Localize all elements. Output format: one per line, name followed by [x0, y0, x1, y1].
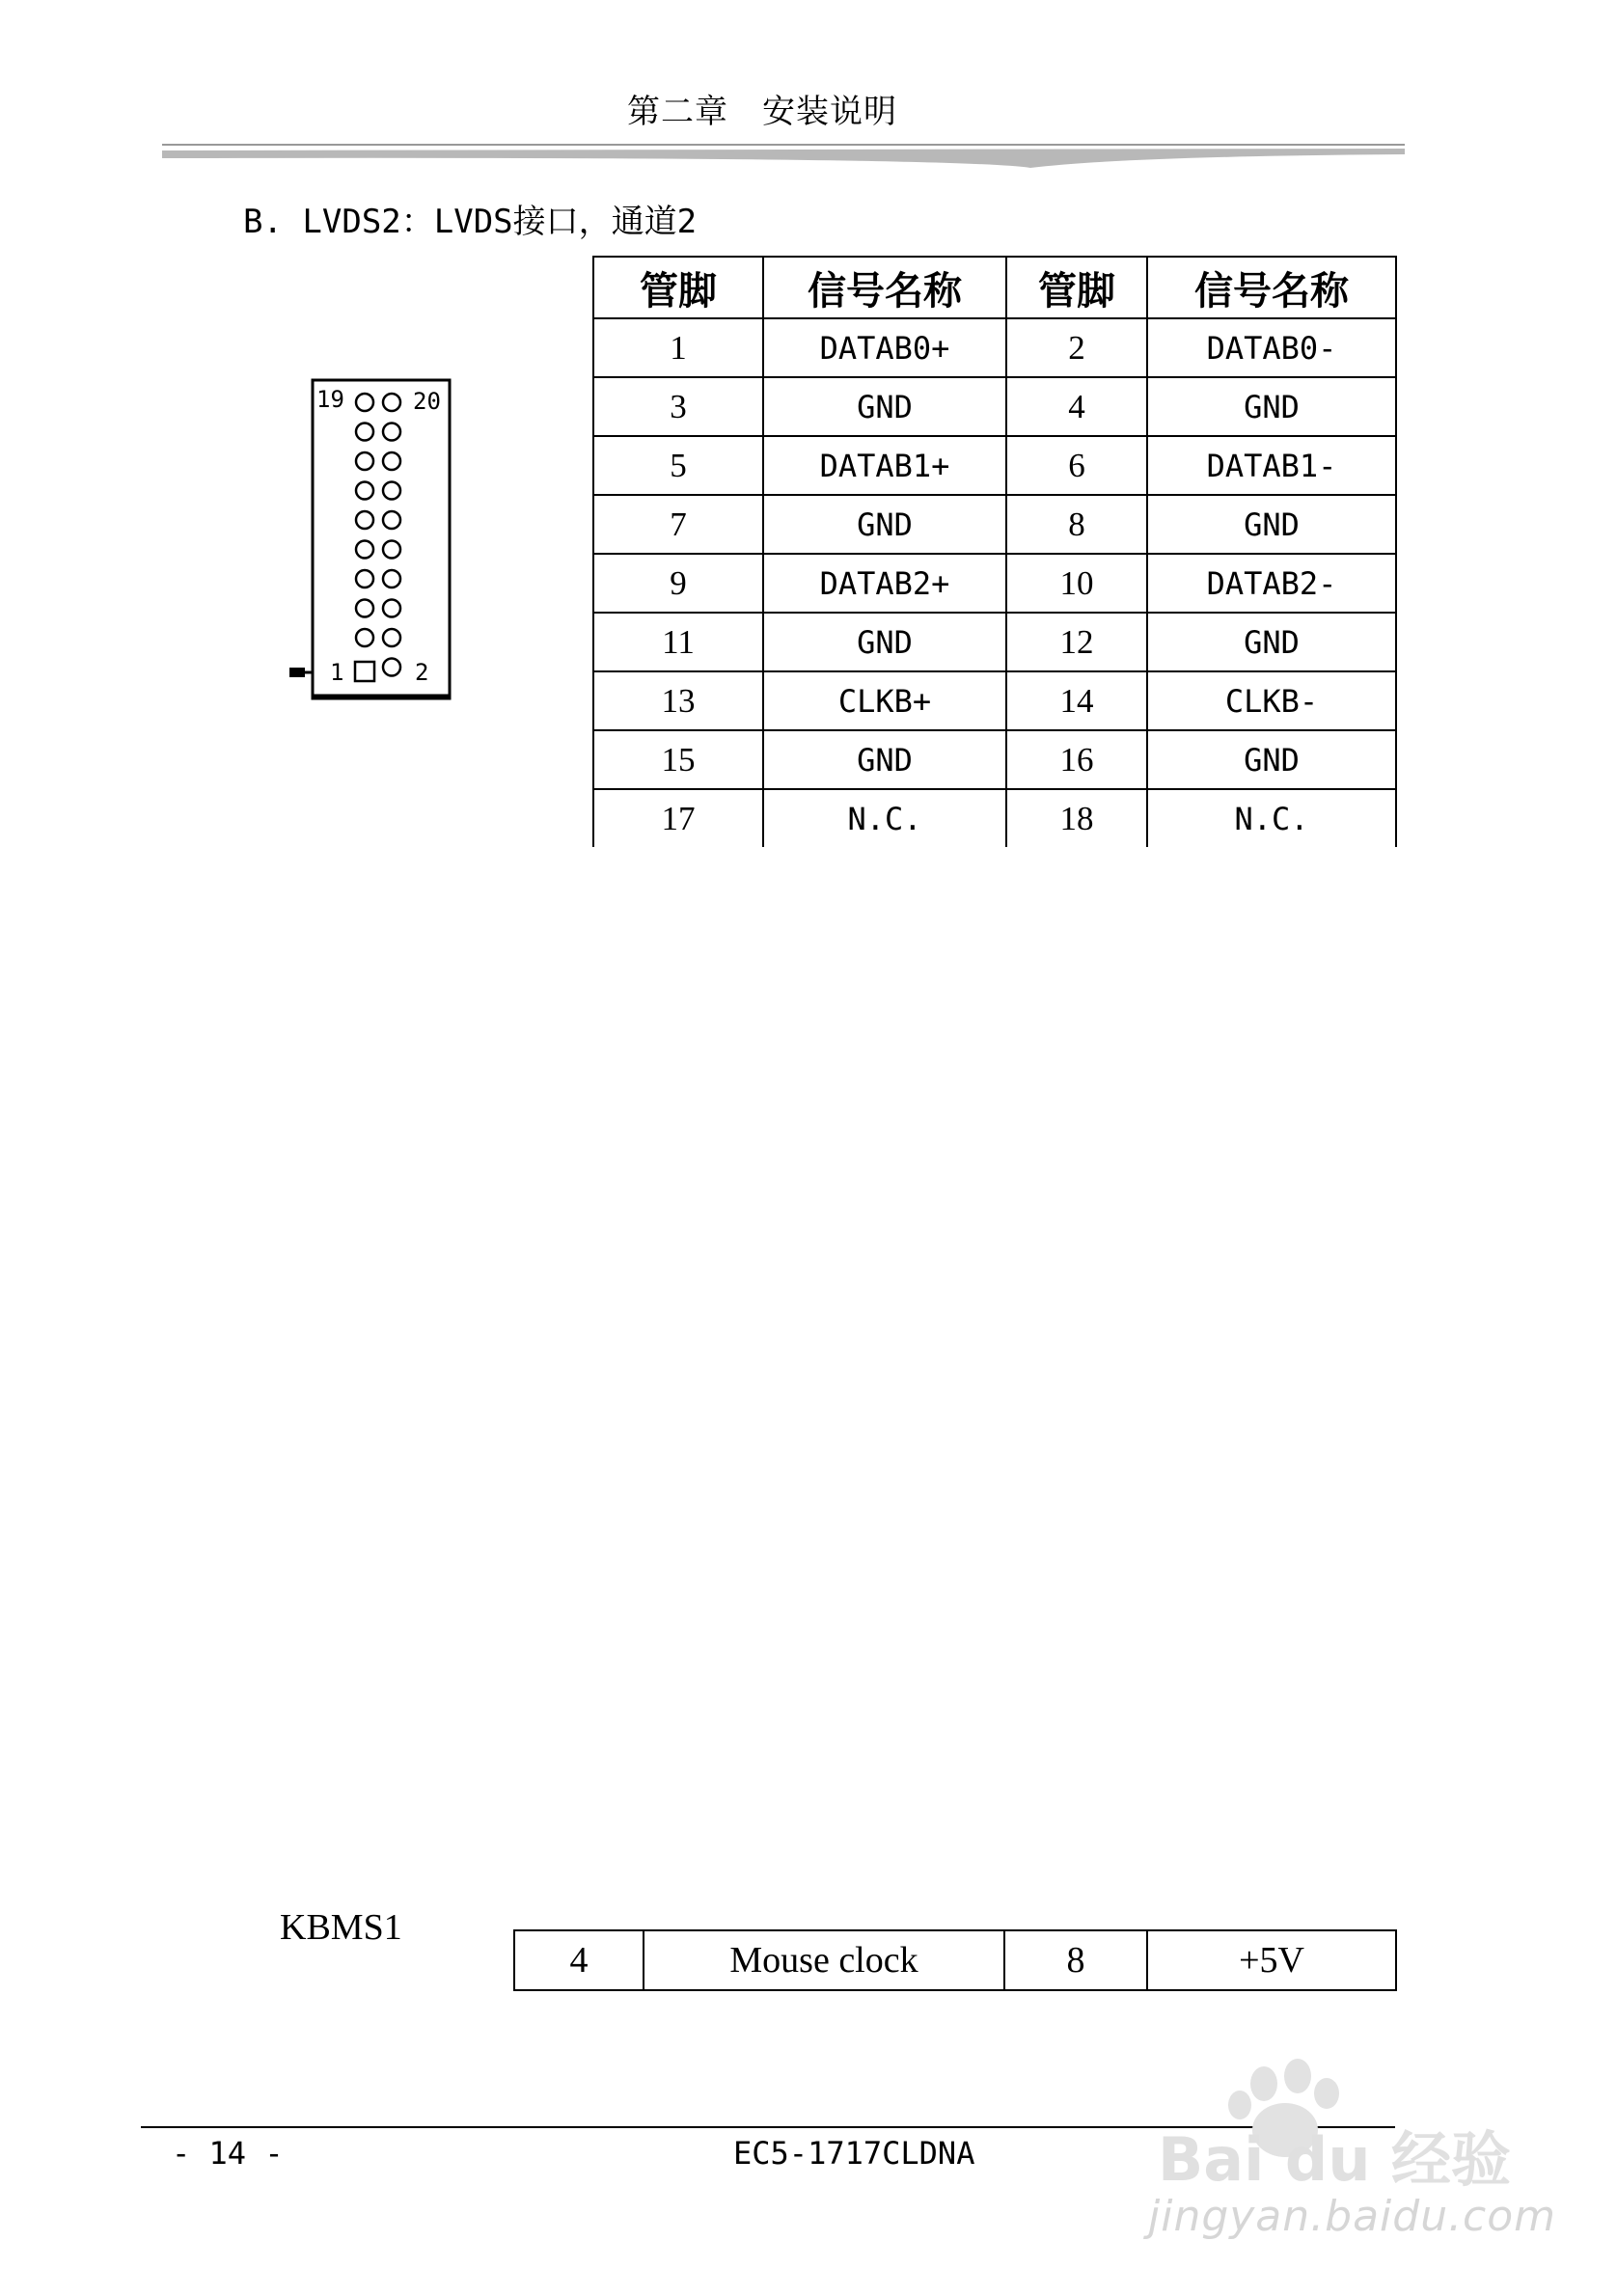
- signal-name: GND: [763, 495, 1006, 554]
- pin-hole: [383, 394, 400, 411]
- pin-hole: [356, 541, 373, 559]
- signal-name: GND: [1147, 613, 1396, 671]
- pin-number: 8: [1004, 1930, 1147, 1990]
- signal-name: +5V: [1147, 1930, 1396, 1990]
- table-row: [593, 789, 1396, 847]
- table-row: [593, 671, 1396, 730]
- kbms1-label: KBMS1: [280, 1907, 402, 1948]
- header-rule: [162, 143, 1405, 172]
- pin-hole: [383, 629, 400, 646]
- signal-name: CLKB+: [763, 671, 1006, 730]
- pin-number: 18: [1006, 789, 1147, 847]
- pin-number: 14: [1006, 671, 1147, 730]
- pin-label-1: 1: [330, 659, 344, 686]
- table-row: [593, 436, 1396, 495]
- pin-hole: [356, 511, 373, 529]
- pin-number: 17: [593, 789, 763, 847]
- section-heading: B. LVDS2：LVDS接口，通道2: [243, 203, 698, 241]
- signal-name: N.C.: [1147, 789, 1396, 847]
- signal-name: DATAB0-: [1147, 318, 1396, 377]
- model-name: EC5-1717CLDNA: [733, 2135, 975, 2172]
- pin-hole: [356, 394, 373, 411]
- lvds2-connector-diagram: [289, 378, 453, 706]
- pin-number: 6: [1006, 436, 1147, 495]
- pin-hole: [383, 424, 400, 441]
- pin-number: 5: [593, 436, 763, 495]
- pin-number: 7: [593, 495, 763, 554]
- pin-hole: [356, 600, 373, 617]
- pin-hole: [356, 452, 373, 470]
- pin-hole: [383, 482, 400, 500]
- kbms1-table: [513, 1929, 1397, 1991]
- table-row: [593, 377, 1396, 436]
- watermark-brand: Bai du 经验: [1158, 2124, 1512, 2195]
- header-signal: 信号名称: [763, 257, 1006, 318]
- signal-name: CLKB-: [1147, 671, 1396, 730]
- signal-name: DATAB2+: [763, 554, 1006, 613]
- pin-number: 4: [514, 1930, 644, 1990]
- page-header-title: 第二章 安装说明: [627, 93, 897, 131]
- pin-label-19: 19: [316, 386, 344, 413]
- pin-number: 9: [593, 554, 763, 613]
- header-signal: 信号名称: [1147, 257, 1396, 318]
- header-pin: 管脚: [1006, 257, 1147, 318]
- signal-name: GND: [763, 377, 1006, 436]
- pin-hole: [383, 452, 400, 470]
- signal-name: DATAB1+: [763, 436, 1006, 495]
- table-row: [593, 613, 1396, 671]
- table-row: [593, 554, 1396, 613]
- table-row: [514, 1930, 1396, 1990]
- table-row: [593, 730, 1396, 789]
- signal-name: GND: [763, 730, 1006, 789]
- pin-number: 11: [593, 613, 763, 671]
- pin-number: 3: [593, 377, 763, 436]
- pin-label-20: 20: [413, 388, 441, 415]
- signal-name: GND: [1147, 377, 1396, 436]
- pin-hole: [383, 511, 400, 529]
- lvds2-pin-table: [592, 256, 1397, 847]
- pin-hole: [383, 570, 400, 588]
- pin-hole: [383, 659, 400, 676]
- table-header-row: [593, 257, 1396, 318]
- signal-name: DATAB2-: [1147, 554, 1396, 613]
- page-number: - 14 -: [172, 2135, 284, 2172]
- pin-hole: [383, 541, 400, 559]
- signal-name: GND: [1147, 495, 1396, 554]
- pin-hole: [356, 482, 373, 500]
- signal-name: GND: [1147, 730, 1396, 789]
- pin-number: 4: [1006, 377, 1147, 436]
- signal-name: GND: [763, 613, 1006, 671]
- signal-name: N.C.: [763, 789, 1006, 847]
- pin-number: 13: [593, 671, 763, 730]
- pin-hole: [356, 629, 373, 646]
- pin-number: 1: [593, 318, 763, 377]
- pin-number: 12: [1006, 613, 1147, 671]
- signal-name: Mouse clock: [644, 1930, 1004, 1990]
- watermark-url: jingyan.baidu.com: [1148, 2192, 1557, 2241]
- pin-number: 10: [1006, 554, 1147, 613]
- pin-1-square: [355, 662, 374, 681]
- signal-name: DATAB1-: [1147, 436, 1396, 495]
- header-pin: 管脚: [593, 257, 763, 318]
- pin-number: 16: [1006, 730, 1147, 789]
- pin-1-marker: [289, 668, 305, 677]
- table-row: [593, 318, 1396, 377]
- table-row: [593, 495, 1396, 554]
- pin-hole: [356, 424, 373, 441]
- signal-name: DATAB0+: [763, 318, 1006, 377]
- pin-number: 8: [1006, 495, 1147, 554]
- pin-number: 15: [593, 730, 763, 789]
- pin-hole: [356, 570, 373, 588]
- pin-number: 2: [1006, 318, 1147, 377]
- pin-hole: [383, 600, 400, 617]
- pin-label-2: 2: [415, 659, 429, 686]
